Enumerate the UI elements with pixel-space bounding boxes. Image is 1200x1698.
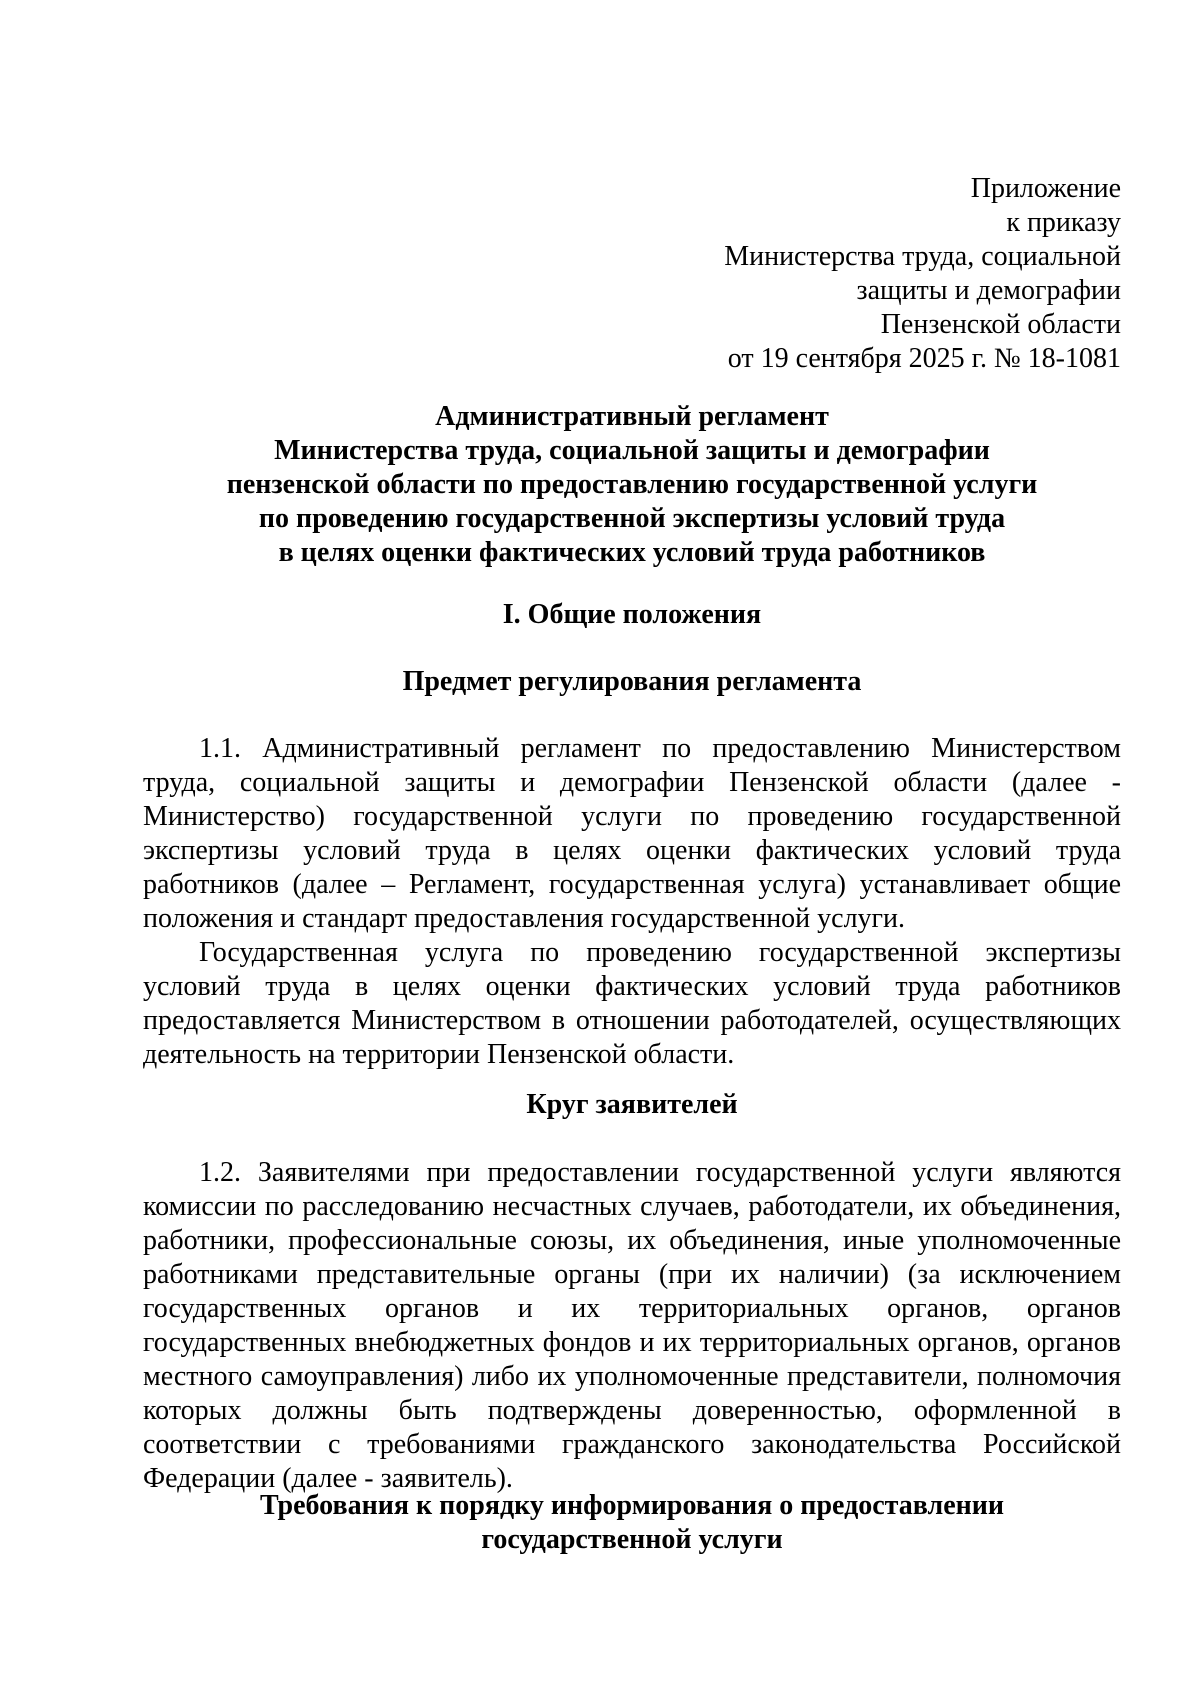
title-line: по проведению государственной экспертизы условий труда [258, 503, 1006, 534]
title-line: Министерства труда, социальной защиты и демографии [274, 435, 990, 466]
subsection-heading [143, 665, 1121, 699]
title-line: пензенской области по предоставлению государственной услуги [226, 469, 1038, 500]
info-heading [143, 1489, 1121, 1557]
paragraph-service: Государственная услуга по проведению государственной экспертизы условий труда в целях оценки фактических условий труда работников предоставляется Министерством в отношении работодателей, осуществляющих деятельность на территории Пензенской области. [143, 937, 1121, 1070]
title-line: в целях оценки фактических условий труда работников [278, 537, 986, 568]
appendix-line: от 19 сентября 2025 г. № 18-1081 [727, 343, 1121, 374]
document-page [143, 0, 1121, 1698]
paragraph-1-2: 1.2. Заявителями при предоставлении государственной услуги являются комиссии по расследованию несчастных случаев, работодатели, их объединения, работники, профессиональные союзы, их объединения, иные уполномоченные работниками представительные органы (при их наличии) (за исключением государственных органов и их территориальных органов, органов государственных внебюджетных фондов и их территориальных органов, органов местного самоуправления) либо их уполномоченные представители, полномочия которых должны быть подтверждены доверенностью, оформленной в соответствии с требованиями гражданского законодательства Российской Федерации (далее - заявитель). [143, 1157, 1121, 1494]
title-line: Административный регламент [435, 401, 829, 432]
section-heading-text: I. Общие положения [502, 599, 762, 630]
applicants-heading-text: Круг заявителей [526, 1089, 738, 1120]
appendix-line: Приложение [970, 173, 1121, 204]
applicants-heading [143, 1088, 1121, 1122]
subsection-heading-text: Предмет регулирования регламента [402, 666, 862, 697]
appendix-line: к приказу [1006, 207, 1121, 238]
section-heading [143, 598, 1121, 632]
appendix-line: Пензенской области [880, 309, 1121, 340]
document-title [143, 400, 1121, 570]
appendix-block [601, 172, 1121, 376]
appendix-line: защиты и демографии [856, 275, 1121, 306]
info-heading-line: Требования к порядку информирования о предоставлении [259, 1490, 1005, 1521]
appendix-line: Министерства труда, социальной [724, 241, 1121, 272]
paragraph-1-1: 1.1. Административный регламент по предоставлению Министерством труда, социальной защиты и демографии Пензенской области (далее - Министерство) государственной услуги по проведению государственной экспертизы условий труда в целях оценки фактических условий труда работников (далее – Регламент, государственная услуга) устанавливает общие положения и стандарт предоставления государственной услуги. [143, 733, 1121, 934]
info-heading-line: государственной услуги [481, 1524, 783, 1555]
